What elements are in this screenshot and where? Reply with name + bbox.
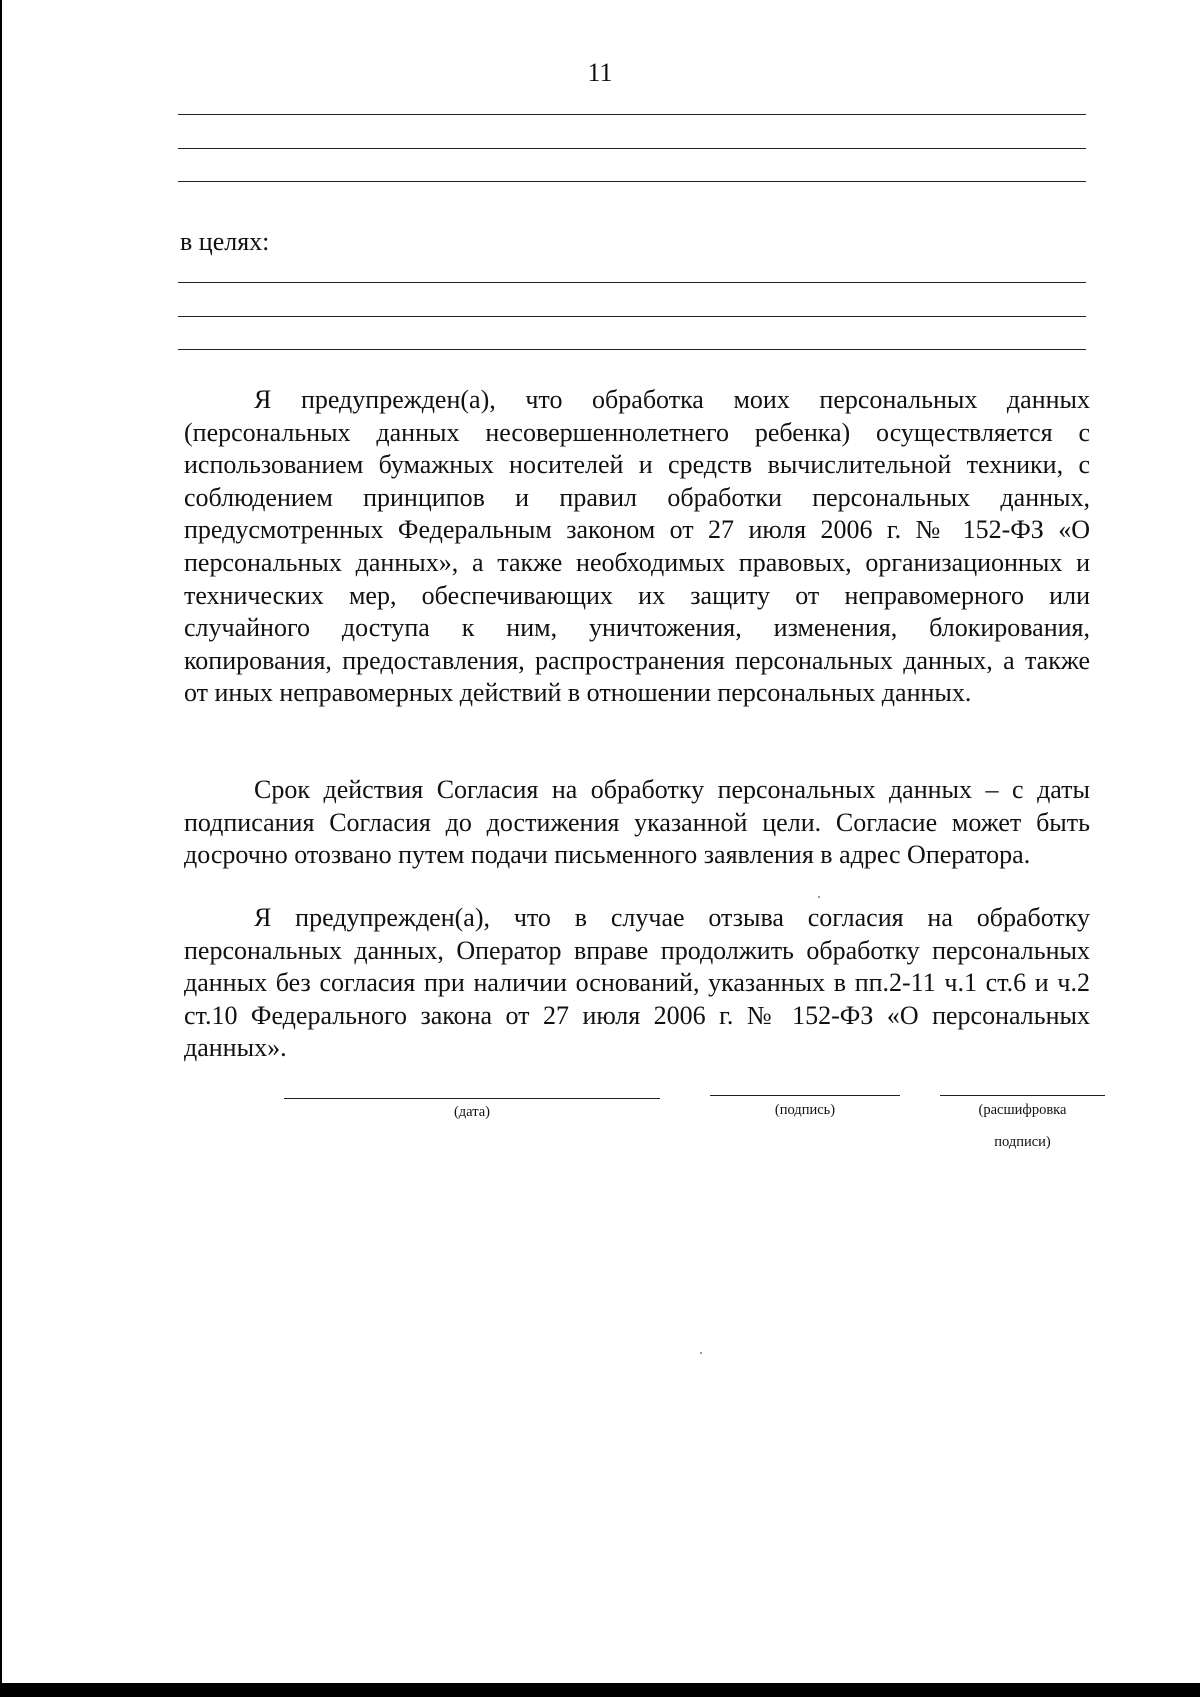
date-signature-line [284, 1098, 660, 1099]
scan-speck [818, 896, 820, 898]
date-caption: (дата) [453, 1104, 491, 1120]
page-number: 11 [587, 58, 613, 87]
purpose-fill-line [178, 349, 1086, 350]
blank-fill-line [178, 181, 1086, 182]
decoding-caption-line2: подписи) [994, 1134, 1051, 1150]
signature-line [710, 1095, 900, 1096]
paragraph-processing-warning: Я предупрежден(а), что обработка моих персональных данных (персональных данных несовершеннолетнего ребенка) осуществляется с использованием бумажных носителей и средств вычислительной техники, с соблюдением принципов и правил обработки персональных данных, предусмотренных Федеральным законом от 27 июля 2006 г. № 152-ФЗ «О персональных данных», а также необходимых правовых, организационных и технических мер, обеспечивающих их защиту от неправомерного или случайного доступа к ним, уничтожения, изменения, блокирования, копирования, предоставления, распространения персональных данных, а также от иных неправомерных действий в отношении персональных данных. [184, 385, 1090, 708]
decoding-caption-line1: (расшифровка [978, 1102, 1067, 1118]
purpose-fill-line [178, 316, 1086, 317]
purpose-label: в целях: [180, 227, 270, 256]
blank-fill-line [178, 148, 1086, 149]
blank-fill-line [178, 114, 1086, 115]
paragraph-withdrawal-warning: Я предупрежден(а), что в случае отзыва согласия на обработку персональных данных, Оператор вправе продолжить обработку персональных данных без согласия при наличии оснований, указанных в пп.2-11 ч.1 ст.6 и ч.2 ст.10 Федерального закона от 27 июля 2006 г. № 152-ФЗ «О персональных данных». [184, 903, 1090, 1063]
scan-speck [700, 1352, 702, 1354]
purpose-fill-line [178, 282, 1086, 283]
decoding-signature-line [940, 1095, 1105, 1096]
scan-border-left [0, 0, 2, 1697]
scan-border-bottom [0, 1683, 1200, 1697]
paragraph-validity-term: Срок действия Согласия на обработку персональных данных – с даты подписания Согласия до достижения указанной цели. Согласие может быть досрочно отозвано путем подачи письменного заявления в адрес Оператора. [184, 775, 1090, 870]
signature-caption: (подпись) [774, 1102, 836, 1118]
